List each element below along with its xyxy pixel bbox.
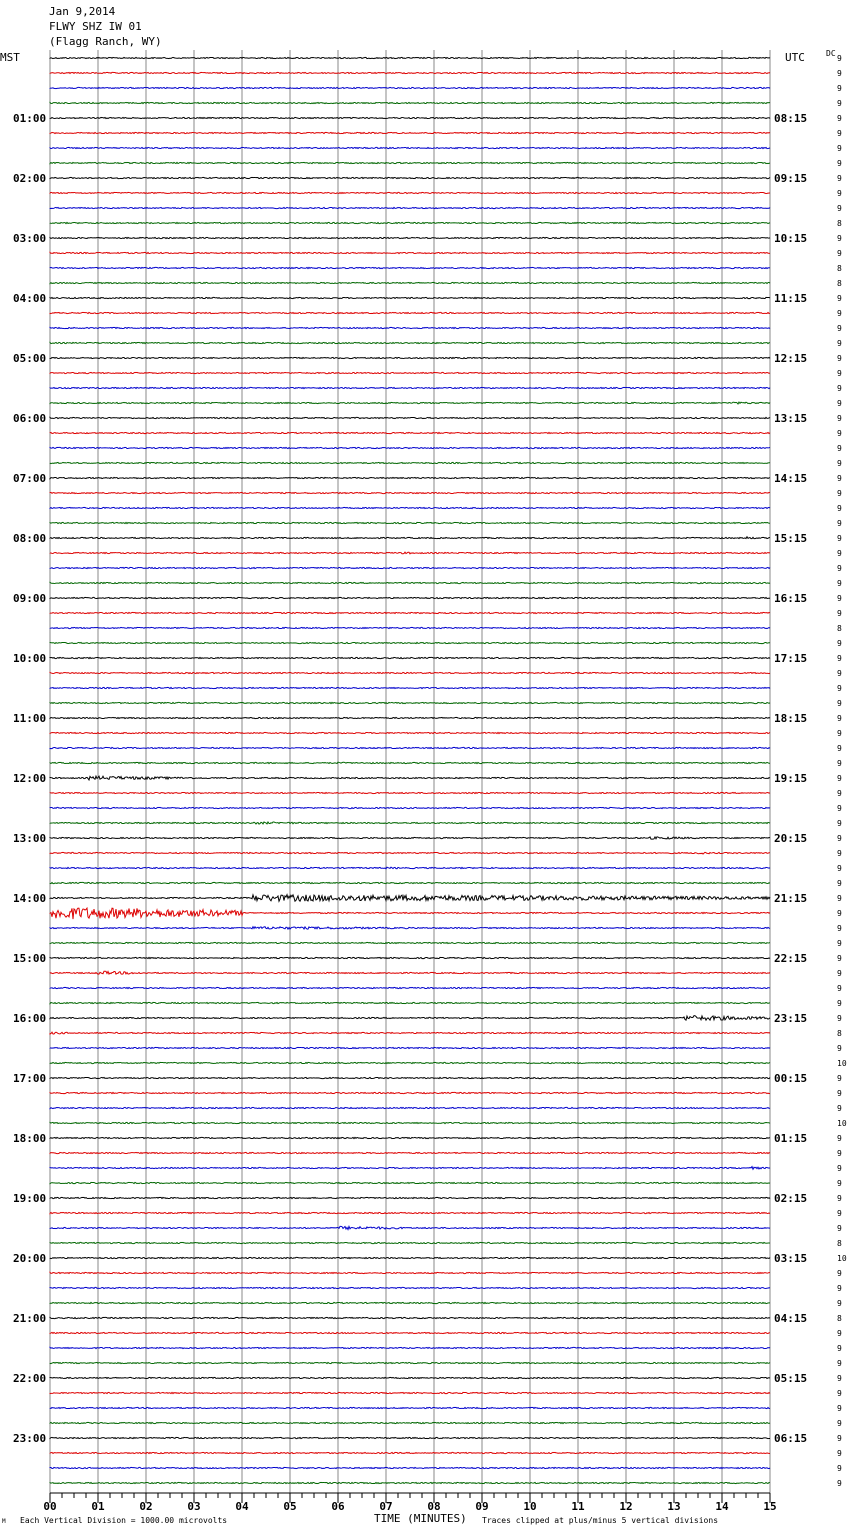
trace-89 xyxy=(50,1392,770,1393)
trace-4 xyxy=(50,117,770,118)
trace-10 xyxy=(50,207,770,208)
trace-85 xyxy=(50,1332,770,1333)
trace-3 xyxy=(50,102,770,103)
dc-value: 9 xyxy=(837,1434,842,1443)
right-hour-label: 14:15 xyxy=(774,472,808,485)
right-hour-label: 10:15 xyxy=(774,232,808,245)
dc-value: 9 xyxy=(837,909,842,918)
trace-61 xyxy=(50,971,770,974)
trace-77 xyxy=(50,1212,770,1213)
dc-value: 9 xyxy=(837,879,842,888)
trace-7 xyxy=(50,162,770,163)
dc-value: 9 xyxy=(837,144,842,153)
left-hour-label: 04:00 xyxy=(13,292,47,305)
trace-39 xyxy=(50,642,770,643)
dc-value: 8 xyxy=(837,1314,842,1323)
left-hour-label: 16:00 xyxy=(13,1012,47,1025)
trace-11 xyxy=(50,222,770,223)
left-hour-label: 02:00 xyxy=(13,172,47,185)
trace-16 xyxy=(50,297,770,298)
dc-value: 9 xyxy=(837,969,842,978)
right-hour-label: 18:15 xyxy=(774,712,808,725)
right-hour-label: 19:15 xyxy=(774,772,808,785)
trace-47 xyxy=(50,762,770,764)
dc-value: 9 xyxy=(837,1044,842,1053)
trace-20 xyxy=(50,357,770,358)
trace-2 xyxy=(50,87,770,88)
dc-value: 9 xyxy=(837,729,842,738)
dc-value: 9 xyxy=(837,54,842,63)
trace-66 xyxy=(50,1047,770,1048)
trace-65 xyxy=(50,1032,770,1034)
dc-value: 9 xyxy=(837,1104,842,1113)
dc-value: 9 xyxy=(837,1479,842,1488)
trace-36 xyxy=(50,597,770,598)
trace-80 xyxy=(50,1257,770,1258)
dc-value: 9 xyxy=(837,1449,842,1458)
dc-label: DC xyxy=(826,49,836,58)
trace-29 xyxy=(50,492,770,493)
right-hour-label: 22:15 xyxy=(774,952,808,965)
trace-81 xyxy=(50,1272,770,1273)
x-tick-label: 10 xyxy=(523,1500,537,1513)
clip-note: Traces clipped at plus/minus 5 vertical divisions xyxy=(482,1516,719,1525)
trace-95 xyxy=(50,1482,770,1483)
trace-0 xyxy=(50,57,770,58)
trace-9 xyxy=(50,192,770,193)
dc-value: 9 xyxy=(837,189,842,198)
trace-21 xyxy=(50,372,770,373)
right-hour-label: 04:15 xyxy=(774,1312,808,1325)
dc-value: 9 xyxy=(837,84,842,93)
trace-12 xyxy=(50,237,770,238)
trace-57 xyxy=(50,908,770,919)
dc-value: 9 xyxy=(837,459,842,468)
dc-value: 9 xyxy=(837,1074,842,1083)
trace-17 xyxy=(50,312,770,313)
trace-84 xyxy=(50,1317,770,1318)
dc-value: 9 xyxy=(837,594,842,603)
dc-value: 9 xyxy=(837,399,842,408)
right-hour-label: 21:15 xyxy=(774,892,808,905)
trace-34 xyxy=(50,567,770,568)
trace-26 xyxy=(50,447,770,448)
trace-46 xyxy=(50,747,770,748)
trace-67 xyxy=(50,1062,770,1063)
left-hour-label: 15:00 xyxy=(13,952,47,965)
trace-18 xyxy=(50,327,770,328)
dc-value: 9 xyxy=(837,1269,842,1278)
trace-59 xyxy=(50,942,770,943)
left-hour-label: 14:00 xyxy=(13,892,47,905)
trace-78 xyxy=(50,1226,770,1229)
dc-value: 9 xyxy=(837,759,842,768)
dc-value: 9 xyxy=(837,819,842,828)
dc-value: 9 xyxy=(837,654,842,663)
trace-58 xyxy=(50,927,770,929)
trace-93 xyxy=(50,1452,770,1453)
left-hour-label: 08:00 xyxy=(13,532,47,545)
right-hour-label: 06:15 xyxy=(774,1432,808,1445)
trace-87 xyxy=(50,1362,770,1363)
trace-23 xyxy=(50,402,770,404)
dc-value: 9 xyxy=(837,414,842,423)
right-hour-label: 00:15 xyxy=(774,1072,808,1085)
trace-37 xyxy=(50,612,770,613)
dc-value: 9 xyxy=(837,924,842,933)
x-tick-label: 02 xyxy=(139,1500,153,1513)
left-hour-label: 10:00 xyxy=(13,652,47,665)
trace-group xyxy=(50,57,770,1483)
dc-value: 10 xyxy=(837,1254,847,1263)
dc-value: 9 xyxy=(837,384,842,393)
dc-value: 10 xyxy=(837,1119,847,1128)
dc-value: 8 xyxy=(837,264,842,273)
trace-30 xyxy=(50,507,770,508)
dc-value: 9 xyxy=(837,534,842,543)
trace-45 xyxy=(50,732,770,733)
dc-value: 9 xyxy=(837,849,842,858)
trace-55 xyxy=(50,882,770,883)
trace-56 xyxy=(50,895,770,902)
dc-value: 9 xyxy=(837,774,842,783)
trace-33 xyxy=(50,552,770,554)
dc-value: 9 xyxy=(837,444,842,453)
trace-75 xyxy=(50,1182,770,1183)
trace-76 xyxy=(50,1197,770,1198)
x-tick-label: 06 xyxy=(331,1500,345,1513)
left-hour-label: 11:00 xyxy=(13,712,47,725)
right-hour-label: 09:15 xyxy=(774,172,808,185)
right-hour-label: 23:15 xyxy=(774,1012,808,1025)
dc-value: 9 xyxy=(837,684,842,693)
dc-value: 9 xyxy=(837,1089,842,1098)
x-axis-title: TIME (MINUTES) xyxy=(374,1512,467,1525)
dc-value: 9 xyxy=(837,579,842,588)
left-hour-label: 09:00 xyxy=(13,592,47,605)
trace-5 xyxy=(50,132,770,133)
trace-6 xyxy=(50,147,770,148)
right-hour-label: 13:15 xyxy=(774,412,808,425)
right-hour-label: 05:15 xyxy=(774,1372,808,1385)
x-tick-label: 11 xyxy=(571,1500,585,1513)
x-tick-label: 05 xyxy=(283,1500,297,1513)
dc-value: 9 xyxy=(837,1344,842,1353)
trace-1 xyxy=(50,72,770,73)
trace-40 xyxy=(50,657,770,658)
dc-value: 9 xyxy=(837,69,842,78)
station-id: FLWY SHZ IW 01 xyxy=(49,20,142,33)
dc-value: 9 xyxy=(837,699,842,708)
dc-value: 9 xyxy=(837,744,842,753)
dc-value: 9 xyxy=(837,369,842,378)
dc-value: 9 xyxy=(837,234,842,243)
trace-13 xyxy=(50,252,770,253)
dc-value: 9 xyxy=(837,1134,842,1143)
dc-value: 9 xyxy=(837,1374,842,1383)
trace-91 xyxy=(50,1422,770,1423)
x-tick-label: 01 xyxy=(91,1500,105,1513)
dc-value: 9 xyxy=(837,1284,842,1293)
right-hour-label: 16:15 xyxy=(774,592,808,605)
dc-value: 10 xyxy=(837,1059,847,1068)
dc-value: 9 xyxy=(837,939,842,948)
dc-value: 9 xyxy=(837,549,842,558)
dc-value: 9 xyxy=(837,474,842,483)
left-hour-label: 07:00 xyxy=(13,472,47,485)
trace-49 xyxy=(50,792,770,793)
trace-41 xyxy=(50,672,770,673)
dc-value: 9 xyxy=(837,714,842,723)
dc-value: 9 xyxy=(837,339,842,348)
dc-value: 9 xyxy=(837,999,842,1008)
trace-19 xyxy=(50,342,770,343)
dc-value: 8 xyxy=(837,1239,842,1248)
dc-value: 9 xyxy=(837,519,842,528)
dc-value: 9 xyxy=(837,1299,842,1308)
dc-value: 8 xyxy=(837,1029,842,1038)
trace-51 xyxy=(50,822,770,824)
dc-value: 9 xyxy=(837,204,842,213)
trace-48 xyxy=(50,776,770,780)
right-hour-label: 17:15 xyxy=(774,652,808,665)
trace-42 xyxy=(50,687,770,688)
x-tick-label: 15 xyxy=(763,1500,777,1513)
left-hour-label: 05:00 xyxy=(13,352,47,365)
right-hour-label: 08:15 xyxy=(774,112,808,125)
dc-value: 9 xyxy=(837,669,842,678)
x-tick-label: 09 xyxy=(475,1500,489,1513)
x-tick-label: 07 xyxy=(379,1500,393,1513)
dc-value: 9 xyxy=(837,1149,842,1158)
trace-86 xyxy=(50,1347,770,1348)
dc-value: 9 xyxy=(837,129,842,138)
trace-35 xyxy=(50,582,770,583)
x-tick-label: 03 xyxy=(187,1500,201,1513)
left-hour-label: 12:00 xyxy=(13,772,47,785)
dc-value: 9 xyxy=(837,294,842,303)
dc-value: 9 xyxy=(837,354,842,363)
x-tick-label: 13 xyxy=(667,1500,681,1513)
right-hour-label: 15:15 xyxy=(774,532,808,545)
dc-value: 9 xyxy=(837,1209,842,1218)
dc-value: 8 xyxy=(837,279,842,288)
dc-value: 9 xyxy=(837,504,842,513)
trace-71 xyxy=(50,1122,770,1123)
dc-value: 9 xyxy=(837,864,842,873)
trace-32 xyxy=(50,537,770,539)
dc-value: 9 xyxy=(837,1404,842,1413)
left-hour-label: 21:00 xyxy=(13,1312,47,1325)
dc-value: 9 xyxy=(837,1389,842,1398)
trace-15 xyxy=(50,282,770,283)
trace-73 xyxy=(50,1152,770,1153)
dc-value: 9 xyxy=(837,159,842,168)
dc-value: 9 xyxy=(837,804,842,813)
dc-value: 9 xyxy=(837,564,842,573)
trace-83 xyxy=(50,1302,770,1303)
left-hour-label: 23:00 xyxy=(13,1432,47,1445)
trace-50 xyxy=(50,807,770,808)
dc-value: 9 xyxy=(837,954,842,963)
dc-value: 9 xyxy=(837,1164,842,1173)
dc-value: 9 xyxy=(837,834,842,843)
trace-62 xyxy=(50,987,770,988)
dc-value: 9 xyxy=(837,174,842,183)
trace-54 xyxy=(50,867,770,869)
left-hour-label: 01:00 xyxy=(13,112,47,125)
trace-14 xyxy=(50,267,770,268)
dc-value: 9 xyxy=(837,249,842,258)
trace-64 xyxy=(50,1016,770,1021)
dc-value: 9 xyxy=(837,1464,842,1473)
right-hour-label: 11:15 xyxy=(774,292,808,305)
trace-72 xyxy=(50,1137,770,1138)
trace-24 xyxy=(50,417,770,418)
trace-79 xyxy=(50,1242,770,1243)
left-axis-label: MST xyxy=(0,51,20,64)
dc-value: 9 xyxy=(837,1419,842,1428)
trace-60 xyxy=(50,957,770,958)
trace-88 xyxy=(50,1377,770,1378)
dc-value: 9 xyxy=(837,984,842,993)
dc-value: 9 xyxy=(837,639,842,648)
left-hour-label: 22:00 xyxy=(13,1372,47,1385)
scale-note: Each Vertical Division = 1000.00 microvolts xyxy=(20,1516,228,1525)
right-axis-label: UTC xyxy=(785,51,805,64)
x-tick-label: 00 xyxy=(43,1500,57,1513)
dc-value: 9 xyxy=(837,114,842,123)
trace-53 xyxy=(50,852,770,854)
plot-date: Jan 9,2014 xyxy=(49,5,116,18)
dc-value: 9 xyxy=(837,1359,842,1368)
trace-25 xyxy=(50,432,770,433)
station-location: (Flagg Ranch, WY) xyxy=(49,35,162,48)
left-hour-label: 19:00 xyxy=(13,1192,47,1205)
trace-44 xyxy=(50,717,770,718)
trace-94 xyxy=(50,1467,770,1468)
right-hour-label: 12:15 xyxy=(774,352,808,365)
dc-value: 9 xyxy=(837,609,842,618)
dc-value: 9 xyxy=(837,894,842,903)
trace-74 xyxy=(50,1167,770,1170)
trace-68 xyxy=(50,1077,770,1078)
dc-value: 9 xyxy=(837,789,842,798)
trace-63 xyxy=(50,1002,770,1003)
dc-value: 9 xyxy=(837,489,842,498)
right-hour-label: 20:15 xyxy=(774,832,808,845)
left-hour-label: 20:00 xyxy=(13,1252,47,1265)
trace-22 xyxy=(50,387,770,388)
right-hour-label: 03:15 xyxy=(774,1252,808,1265)
left-hour-label: 03:00 xyxy=(13,232,47,245)
trace-70 xyxy=(50,1107,770,1108)
left-hour-label: 17:00 xyxy=(13,1072,47,1085)
dc-value: 9 xyxy=(837,1014,842,1023)
dc-value: 9 xyxy=(837,1329,842,1338)
trace-38 xyxy=(50,627,770,628)
left-hour-label: 13:00 xyxy=(13,832,47,845)
trace-27 xyxy=(50,462,770,463)
trace-92 xyxy=(50,1437,770,1438)
dc-value: 9 xyxy=(837,99,842,108)
corner-mark: M xyxy=(2,1518,6,1525)
trace-52 xyxy=(50,837,770,839)
dc-value: 9 xyxy=(837,309,842,318)
right-hour-label: 01:15 xyxy=(774,1132,808,1145)
right-hour-label: 02:15 xyxy=(774,1192,808,1205)
trace-8 xyxy=(50,177,770,178)
trace-31 xyxy=(50,522,770,523)
trace-28 xyxy=(50,477,770,478)
dc-value: 8 xyxy=(837,624,842,633)
dc-value: 9 xyxy=(837,1179,842,1188)
left-hour-label: 06:00 xyxy=(13,412,47,425)
trace-43 xyxy=(50,702,770,703)
x-tick-label: 14 xyxy=(715,1500,729,1513)
x-tick-label: 12 xyxy=(619,1500,633,1513)
left-hour-label: 18:00 xyxy=(13,1132,47,1145)
dc-value: 9 xyxy=(837,1194,842,1203)
dc-value: 9 xyxy=(837,1224,842,1233)
dc-value: 8 xyxy=(837,219,842,228)
trace-69 xyxy=(50,1092,770,1093)
x-tick-label: 08 xyxy=(427,1500,441,1513)
dc-value: 9 xyxy=(837,324,842,333)
trace-82 xyxy=(50,1287,770,1288)
trace-90 xyxy=(50,1407,770,1408)
dc-value: 9 xyxy=(837,429,842,438)
x-tick-label: 04 xyxy=(235,1500,249,1513)
